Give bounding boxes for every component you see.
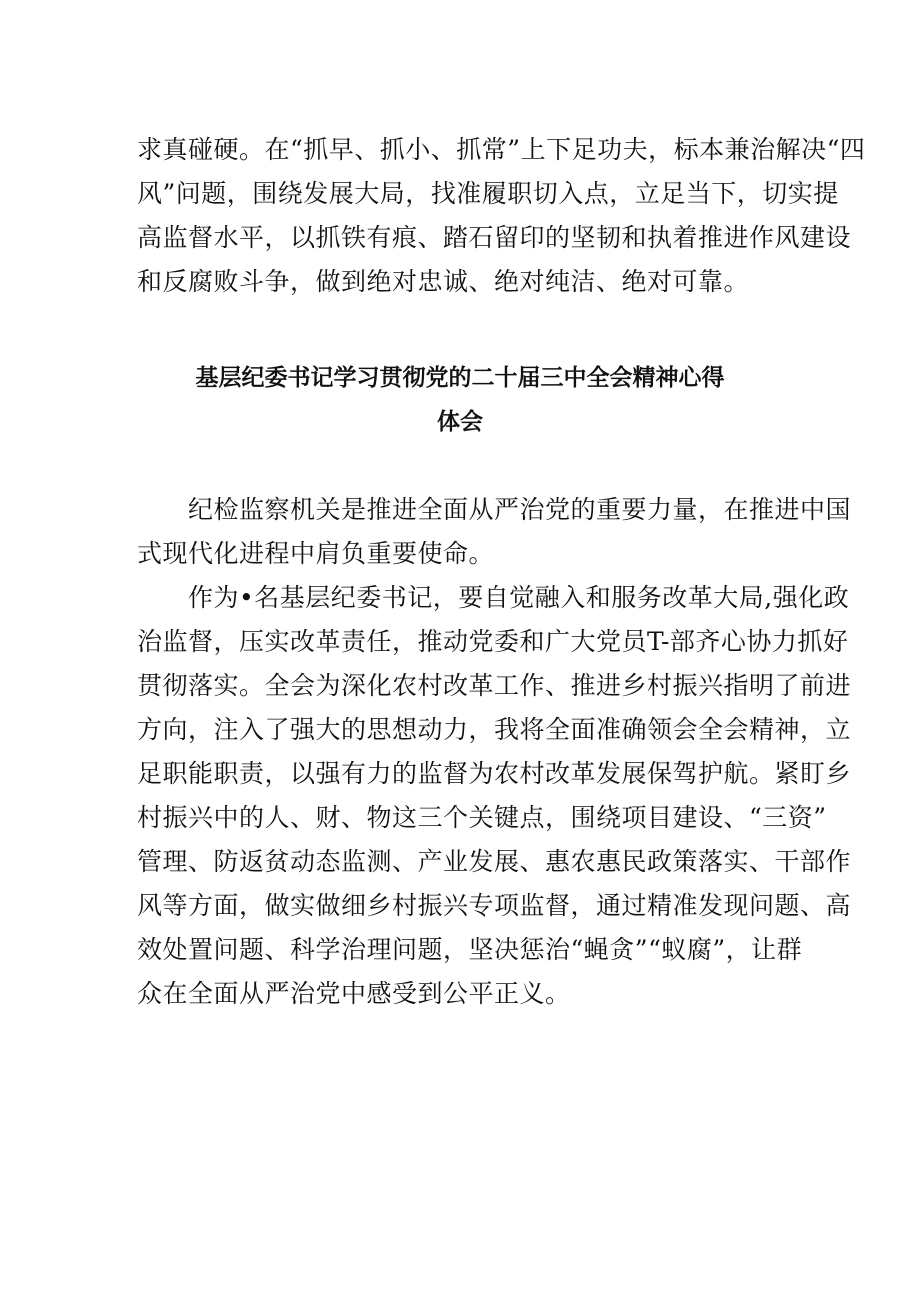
body-line: 式现代化进程中肩负重要使命。 — [137, 539, 495, 568]
body-line: 效处置问题、科学治理问题，坚决惩治“蝇贪”“蚁腐”，让群 — [137, 935, 803, 964]
body-line: 纪检监察机关是推进全面从严治党的重要力量，在推进中国 — [137, 495, 852, 524]
body-line: 管理、防返贫动态监测、产业发展、惠农惠民政策落实、干部作 — [137, 847, 852, 876]
article-body — [137, 488, 852, 1016]
continued-paragraph — [137, 128, 866, 304]
body-line: 风等方面，做实做细乡村振兴专项监督，通过精准发现问题、高 — [137, 891, 852, 920]
article-title-line: 基层纪委书记学习贯彻党的二十届三中全会精神心得 — [195, 365, 725, 391]
paragraph-line: 风”问题，围绕发展大局，找准履职切入点，立足当下，切实提 — [137, 179, 839, 208]
body-line: 众在全面从严治党中感受到公平正义。 — [137, 979, 571, 1008]
body-line: 村振兴中的人、财、物这三个关键点，围绕项目建设、“三资” — [137, 803, 827, 832]
body-line: 方向，注入了强大的思想动力，我将全面准确领会全会精神，立 — [137, 715, 852, 744]
paragraph-line: 求真碰硬。在“抓早、抓小、抓常”上下足功夫，标本兼治解决“四 — [137, 135, 866, 164]
body-line: 治监督，压实改革责任，推动党委和广大党员T-部齐心协力抓好 — [137, 627, 849, 656]
body-line: 贯彻落实。全会为深化农村改革工作、推进乡村振兴指明了前进 — [137, 671, 852, 700]
paragraph-line: 和反腐败斗争，做到绝对忠诚、绝对纯洁、绝对可靠。 — [137, 267, 750, 296]
paragraph-line: 高监督水平，以抓铁有痕、踏石留印的坚韧和执着推进作风建设 — [137, 223, 852, 252]
body-line: 作为•名基层纪委书记，要自觉融入和服务改革大局,强化政 — [137, 583, 850, 612]
article-title — [0, 356, 920, 444]
article-title-line: 体会 — [437, 409, 483, 435]
body-line: 足职能职责，以强有力的监督为农村改革发展保驾护航。紧盯乡 — [137, 759, 852, 788]
